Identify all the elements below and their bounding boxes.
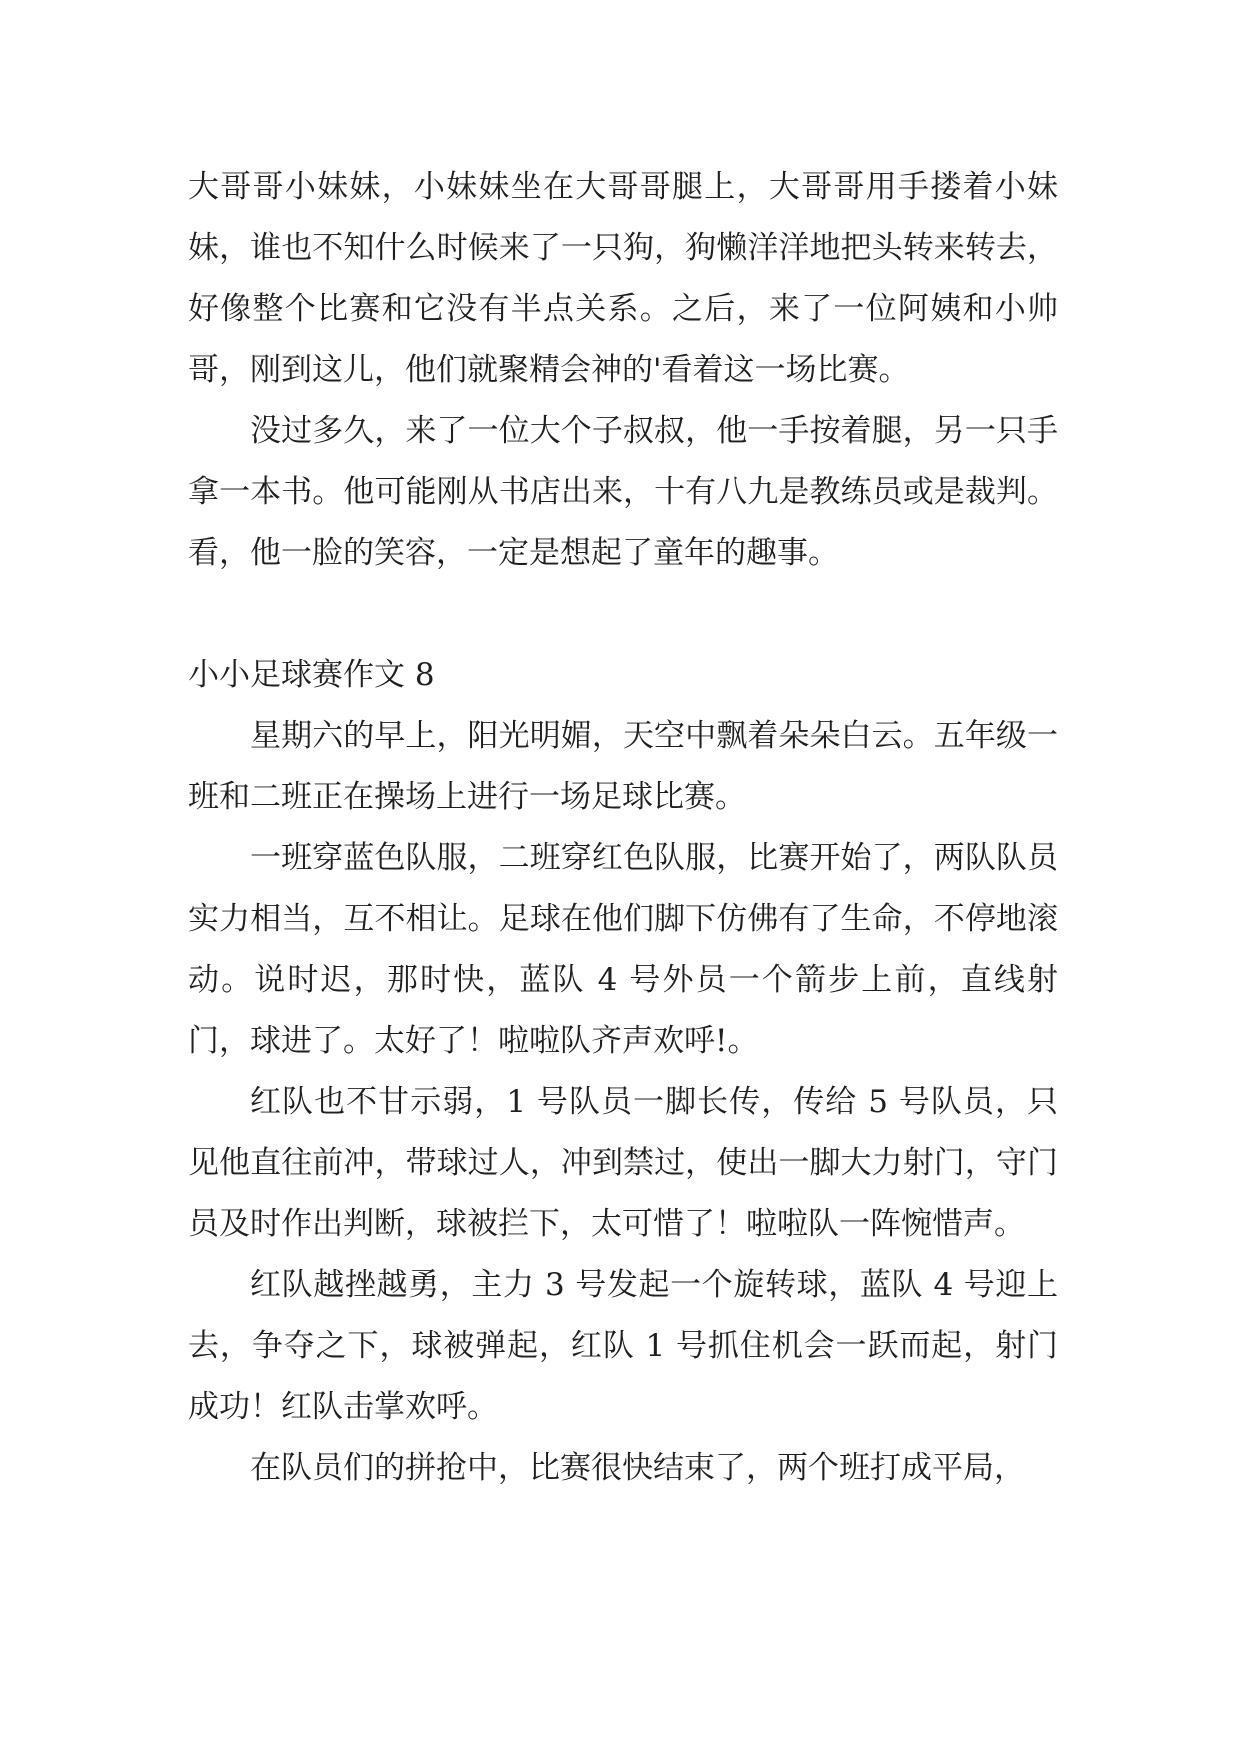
paragraph-7: 在队员们的拼抢中，比赛很快结束了，两个班打成平局， <box>250 1450 1025 1486</box>
section-title: 小小足球赛作文 8 <box>188 657 435 693</box>
paragraph-2: 没过多久，来了一位大个子叔叔，他一手按着腿，另一只手拿一本书。他可能刚从书店出来，十有八九是教练员或是裁判。看，他一脸的笑容，一定是想起了童年的趣事。 <box>188 413 1058 571</box>
paragraph-6: 红队越挫越勇，主力 3 号发起一个旋转球，蓝队 4 号迎上去，争夺之下，球被弹起，红队 1 号抓住机会一跃而起，射门成功！红队击掌欢呼。 <box>188 1267 1058 1425</box>
document-body <box>188 157 1058 1499</box>
paragraph-1: 大哥哥小妹妹，小妹妹坐在大哥哥腿上，大哥哥用手搂着小妹妹，谁也不知什么时候来了一只狗，狗懒洋洋地把头转来转去，好像整个比赛和它没有半点关系。之后，来了一位阿姨和小帅哥，刚到这儿，他们就聚精会神的'看着这一场比赛。 <box>188 169 1058 388</box>
section-gap <box>188 584 1058 645</box>
paragraph-5: 红队也不甘示弱，1 号队员一脚长传，传给 5 号队员，只见他直往前冲，带球过人，冲到禁过，使出一脚大力射门，守门员及时作出判断，球被拦下，太可惜了！啦啦队一阵惋惜声。 <box>188 1084 1058 1242</box>
paragraph-4: 一班穿蓝色队服，二班穿红色队服，比赛开始了，两队队员实力相当，互不相让。足球在他们脚下仿佛有了生命，不停地滚动。说时迟，那时快，蓝队 4 号外员一个箭步上前，直线射门，球进了。太好了！啦啦队齐声欢呼!。 <box>188 840 1058 1059</box>
paragraph-3: 星期六的早上，阳光明媚，天空中飘着朵朵白云。五年级一班和二班正在操场上进行一场足球比赛。 <box>188 718 1058 815</box>
